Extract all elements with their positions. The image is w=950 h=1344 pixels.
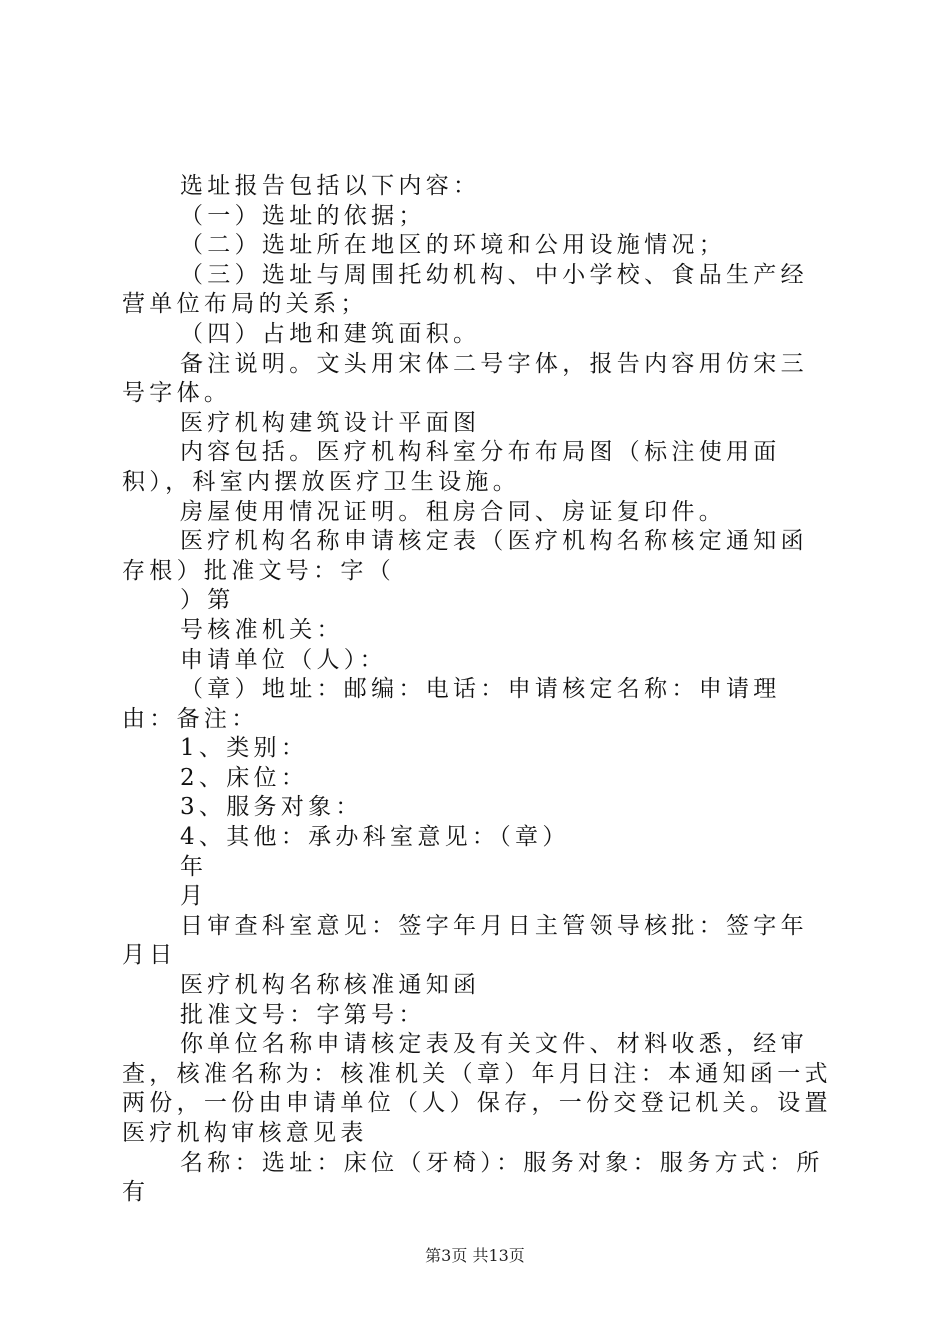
document-body (122, 172, 834, 1208)
paragraph: 2、床位： (180, 764, 309, 791)
paragraph: （三）选址与周围托幼机构、中小学校、食品生产经营单位布局的关系； (122, 261, 808, 318)
paragraph: 1、类别： (180, 735, 309, 762)
page-number-footer: 第3页 共13页 (425, 1246, 525, 1265)
paragraph: （章）地址：邮编：电话：申请核定名称：申请理由：备注： (122, 676, 781, 732)
paragraph: 日审查科室意见：签字年月日主管领导核批：签字年月日 (122, 912, 808, 969)
paragraph: 你单位名称申请核定表及有关文件、材料收悉，经审查，核准名称为：核准机关（章）年月日注：本通知函一式两份，一份由申请单位（人）保存，一份交登记机关。设置医疗机构审核意见表 (122, 1031, 832, 1146)
paragraph: （四）占地和建筑面积。 (180, 320, 481, 347)
paragraph: 3、服务对象： (180, 794, 363, 821)
paragraph: 批准文号：字第号： (180, 1001, 426, 1028)
paragraph: 医疗机构名称核准通知函 (180, 972, 481, 999)
paragraph: 医疗机构建筑设计平面图 (180, 409, 481, 436)
paragraph: 年 (180, 853, 208, 880)
paragraph: ）第 (180, 587, 235, 614)
paragraph: 房屋使用情况证明。租房合同、房证复印件。 (180, 498, 726, 525)
paragraph: （一）选址的依据； (180, 202, 426, 229)
paragraph: 内容包括。医疗机构科室分布布局图（标注使用面积），科室内摆放医疗卫生设施。 (122, 439, 781, 495)
paragraph: （二）选址所在地区的环境和公用设施情况； (180, 232, 726, 259)
paragraph: 号核准机关： (180, 616, 344, 643)
paragraph: 备注说明。文头用宋体二号字体，报告内容用仿宋三号字体。 (122, 350, 808, 407)
paragraph: 月 (180, 883, 208, 910)
paragraph: 4、其他：承办科室意见：（章） (180, 824, 570, 851)
paragraph: 医疗机构名称申请核定表（医疗机构名称核定通知函存根）批准文号：字（ (122, 528, 808, 584)
paragraph: 申请单位（人）： (180, 646, 387, 673)
paragraph: 选址报告包括以下内容： (180, 173, 481, 199)
paragraph: 名称：选址：床位（牙椅）：服务对象：服务方式：所有 (122, 1149, 824, 1206)
